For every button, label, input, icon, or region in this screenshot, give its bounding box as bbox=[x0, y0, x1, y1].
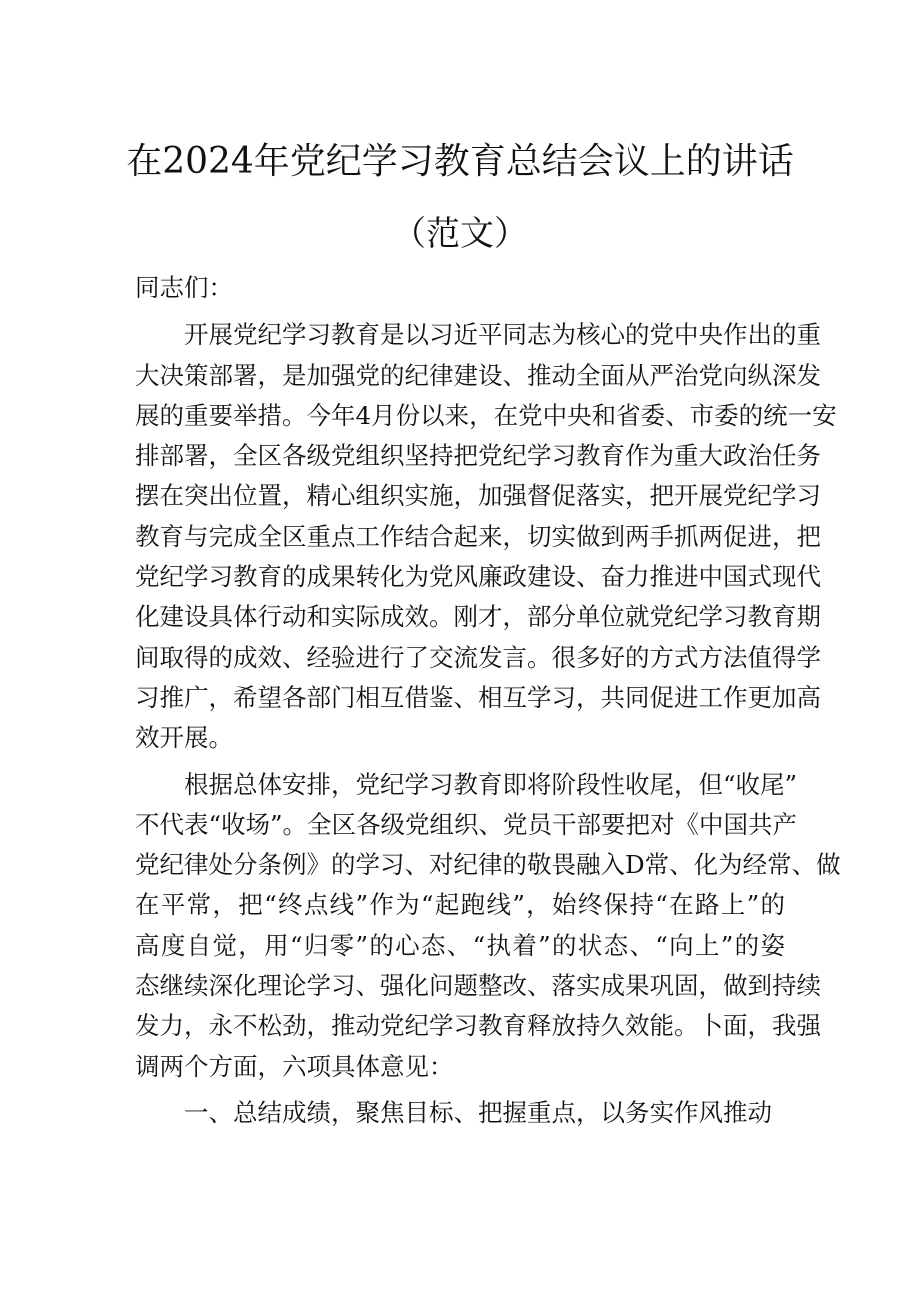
paragraph-line: 教育与完成全区重点工作结合起来，切实做到两手抓两促进，把 bbox=[135, 521, 821, 551]
paragraph-1 bbox=[135, 315, 837, 758]
section-heading-text: 一、总结成绩，聚焦目标、把握重点，以务实作风推动 bbox=[184, 1097, 772, 1127]
paragraph-line: 党纪律处分条例》的学习、对纪律的敬畏融入D常、化为经常、做 bbox=[135, 850, 841, 880]
paragraph-line: 展的重要举措。今年4月份以来，在党中央和省委、市委的统一安 bbox=[135, 400, 837, 430]
document-body bbox=[135, 268, 841, 1133]
paragraph-line: 排部署，全区各级党组织坚持把党纪学习教育作为重大政治任务 bbox=[135, 441, 821, 471]
paragraph-line: 高度自觉，用“归零”的心态、“执着”的状态、“向上”的姿 bbox=[135, 930, 785, 960]
paragraph-line: 间取得的成效、经验进行了交流发言。很多好的方式方法值得学 bbox=[135, 642, 821, 672]
paragraph-line: 化建设具体行动和实际成效。刚才，部分单位就党纪学习教育期 bbox=[135, 602, 821, 632]
paragraph-line: 根据总体安排，党纪学习教育即将阶段性收尾，但“收尾” bbox=[184, 769, 798, 799]
paragraph-line: 在平常，把“终点线”作为“起跑线”，始终保持“在路上”的 bbox=[135, 890, 785, 920]
paragraph-line: 发力，永不松劲，推动党纪学习教育释放持久效能。卜面，我强 bbox=[135, 1011, 821, 1041]
document-title: 在2024年党纪学习教育总结会议上的讲话 bbox=[126, 141, 794, 182]
paragraph-line: 调两个方面，六项具体意见： bbox=[135, 1051, 454, 1081]
paragraph-2 bbox=[135, 765, 841, 1087]
document-subtitle: （范文） bbox=[392, 214, 528, 254]
section-heading bbox=[135, 1093, 785, 1133]
paragraph-line: 开展党纪学习教育是以习近平同志为核心的党中央作出的重 bbox=[184, 320, 821, 350]
paragraph-line: 不代表“收场”。全区各级党组织、党员干部要把对《中国共产 bbox=[135, 809, 798, 839]
paragraph-line: 效开展。 bbox=[135, 723, 233, 753]
paragraph-line: 党纪学习教育的成果转化为党风廉政建设、奋力推进中国式现代 bbox=[135, 562, 821, 592]
paragraph-line: 习推广，希望各部门相互借鉴、相互学习，共同促进工作更加高 bbox=[135, 682, 821, 712]
salutation: 同志们： bbox=[135, 273, 233, 302]
paragraph-line: 摆在突出位置，精心组织实施，加强督促落实，把开展党纪学习 bbox=[135, 481, 821, 511]
paragraph-line: 态继续深化理论学习、强化问题整改、落实成果巩固，做到持续 bbox=[135, 971, 821, 1001]
paragraph-line: 大决策部署，是加强党的纪律建设、推动全面从严治党向纵深发 bbox=[135, 360, 821, 390]
